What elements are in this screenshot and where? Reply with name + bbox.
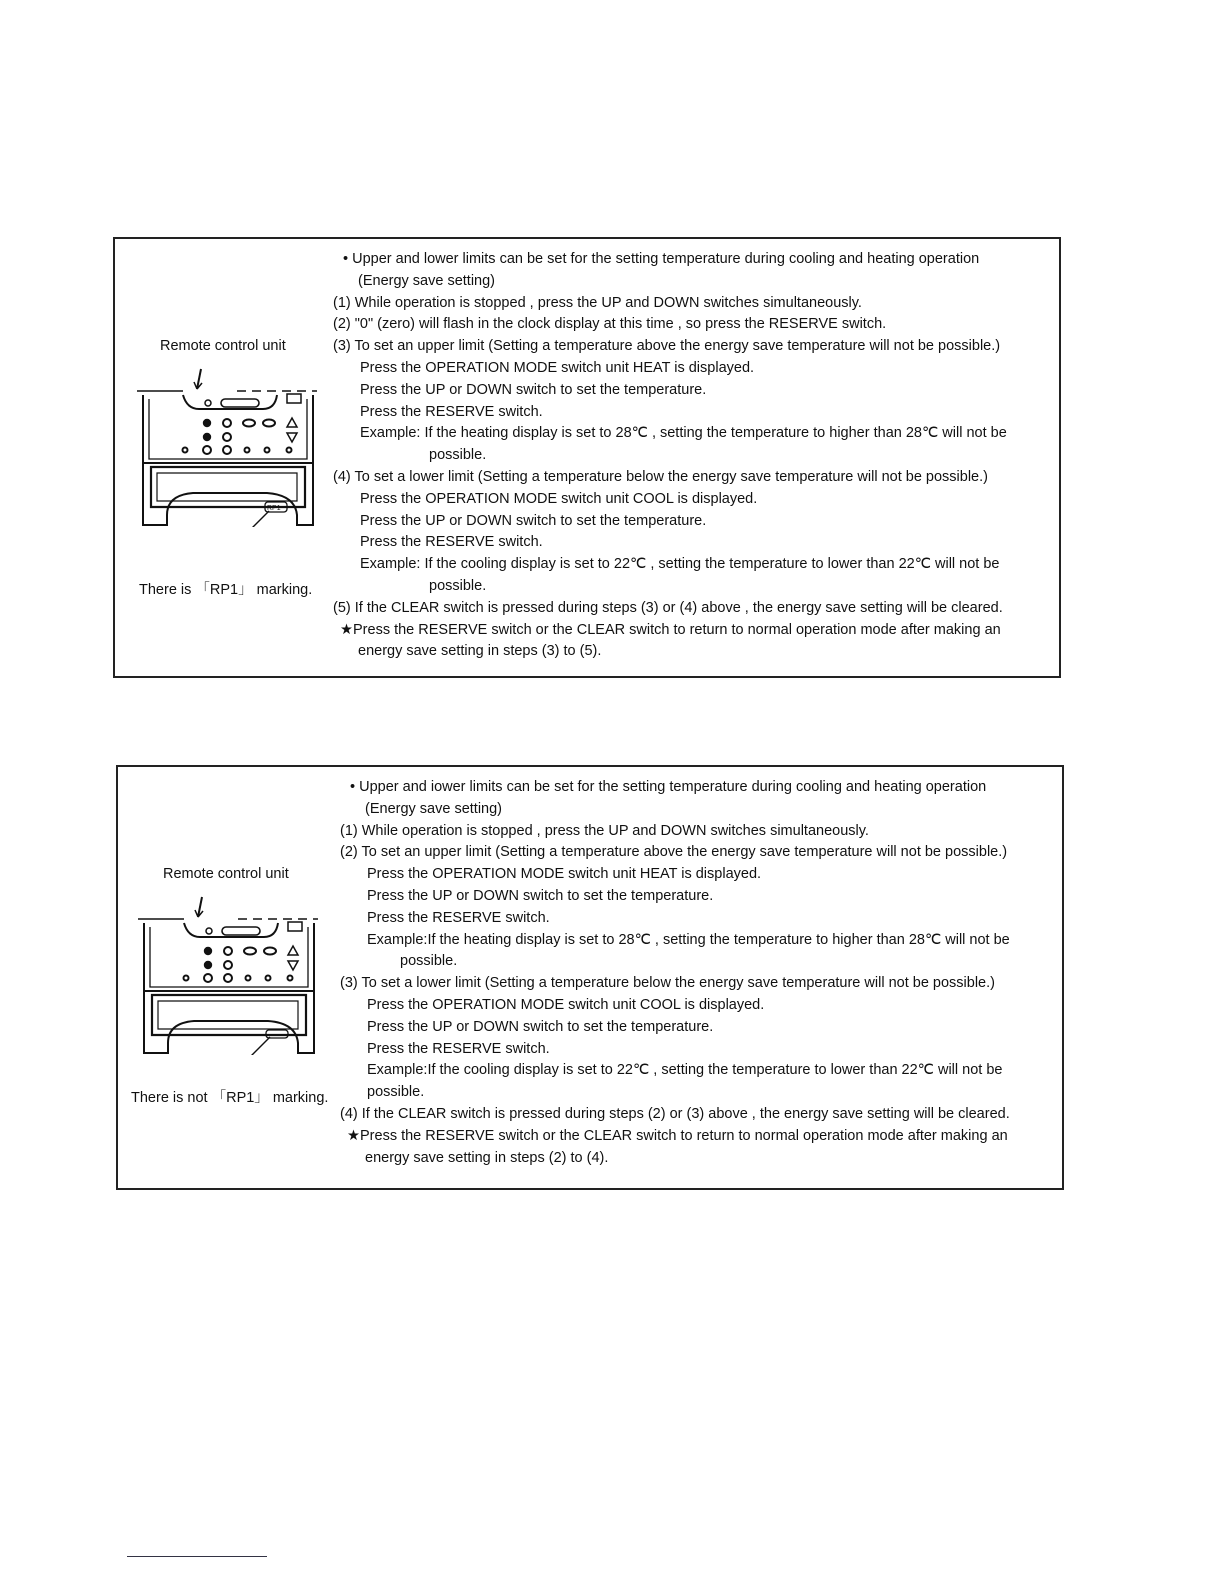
remote-control-label: Remote control unit	[160, 338, 286, 354]
instruction-panel-no-rp1	[116, 765, 1064, 1190]
text-line: Press the OPERATION MODE switch unit HEAT is displayed.	[360, 359, 755, 376]
text-line: Example: If the heating display is set to 28℃ , setting the temperature to higher than 28℃ will not be	[360, 425, 1007, 442]
text-line: energy save setting in steps (2) to (4).	[365, 1149, 609, 1166]
text-line: Press the OPERATION MODE switch unit COOL is displayed.	[360, 490, 758, 507]
text-line: (Energy save setting)	[358, 272, 496, 289]
text-line: (2) To set an upper limit (Setting a temperature above the energy save temperature will not be possible.)	[340, 844, 1008, 861]
text-line: Press the OPERATION MODE switch unit COOL is displayed.	[367, 996, 765, 1013]
text-line: (5) If the CLEAR switch is pressed during steps (3) or (4) above , the energy save setting will be cleared.	[333, 599, 1003, 616]
text-line: ★Press the RESERVE switch or the CLEAR switch to return to normal operation mode after making an	[347, 1127, 1008, 1144]
text-line: possible.	[367, 1084, 425, 1101]
text-line: possible.	[429, 447, 487, 464]
text-line: (4) If the CLEAR switch is pressed during steps (2) or (3) above , the energy save setting will be cleared.	[340, 1105, 1010, 1122]
marking-note: There is not 「RP1」 marking.	[131, 1090, 329, 1106]
text-line: Press the RESERVE switch.	[360, 534, 543, 551]
text-line: Press the RESERVE switch.	[367, 909, 550, 926]
text-line: possible.	[400, 953, 458, 970]
text-line: (1) While operation is stopped , press the UP and DOWN switches simultaneously.	[340, 822, 869, 839]
text-line: Press the UP or DOWN switch to set the temperature.	[360, 512, 707, 529]
text-line: Press the UP or DOWN switch to set the temperature.	[367, 887, 714, 904]
text-line: (Energy save setting)	[365, 800, 503, 817]
instruction-lines	[340, 777, 1068, 1169]
instruction-panel-rp1	[113, 237, 1061, 678]
text-line: Press the RESERVE switch.	[360, 403, 543, 420]
text-line: energy save setting in steps (3) to (5).	[358, 643, 602, 660]
text-line: (3) To set an upper limit (Setting a temperature above the energy save temperature will not be possible.)	[333, 338, 1001, 355]
text-line: Press the RESERVE switch.	[367, 1040, 550, 1057]
text-line: Press the UP or DOWN switch to set the temperature.	[367, 1018, 714, 1035]
remote-control-label: Remote control unit	[163, 866, 289, 882]
text-line: • Upper and iower limits can be set for the setting temperature during cooling and heating operation	[350, 779, 987, 795]
remote-control-illustration	[138, 895, 322, 1055]
remote-control-illustration	[137, 367, 321, 527]
text-line: ★Press the RESERVE switch or the CLEAR switch to return to normal operation mode after making an	[340, 621, 1001, 638]
rp1-marking-text: RP1	[267, 505, 281, 512]
text-line: (3) To set a lower limit (Setting a temperature below the energy save temperature will not be possible.)	[340, 975, 995, 992]
text-line: possible.	[429, 577, 487, 594]
text-line: Example:If the cooling display is set to 22℃ , setting the temperature to lower than 22℃ will not be	[367, 1062, 1003, 1079]
text-line: (1) While operation is stopped , press the UP and DOWN switches simultaneously.	[333, 294, 862, 311]
text-line: (4) To set a lower limit (Setting a temperature below the energy save temperature will not be possible.)	[333, 468, 988, 485]
text-line: (2) "0" (zero) will flash in the clock display at this time , so press the RESERVE switch.	[333, 316, 887, 333]
text-line: Press the OPERATION MODE switch unit HEAT is displayed.	[367, 866, 762, 883]
text-line: Press the UP or DOWN switch to set the temperature.	[360, 381, 707, 398]
instruction-lines	[333, 249, 1061, 663]
marking-note: There is 「RP1」 marking.	[139, 582, 313, 598]
text-line: Example:If the heating display is set to 28℃ , setting the temperature to higher than 28℃ will not be	[367, 931, 1010, 948]
text-line: Example: If the cooling display is set to 22℃ , setting the temperature to lower than 22℃ will not be	[360, 556, 1000, 573]
text-line: • Upper and lower limits can be set for the setting temperature during cooling and heating operation	[343, 251, 980, 267]
footer-rule	[127, 1556, 267, 1557]
